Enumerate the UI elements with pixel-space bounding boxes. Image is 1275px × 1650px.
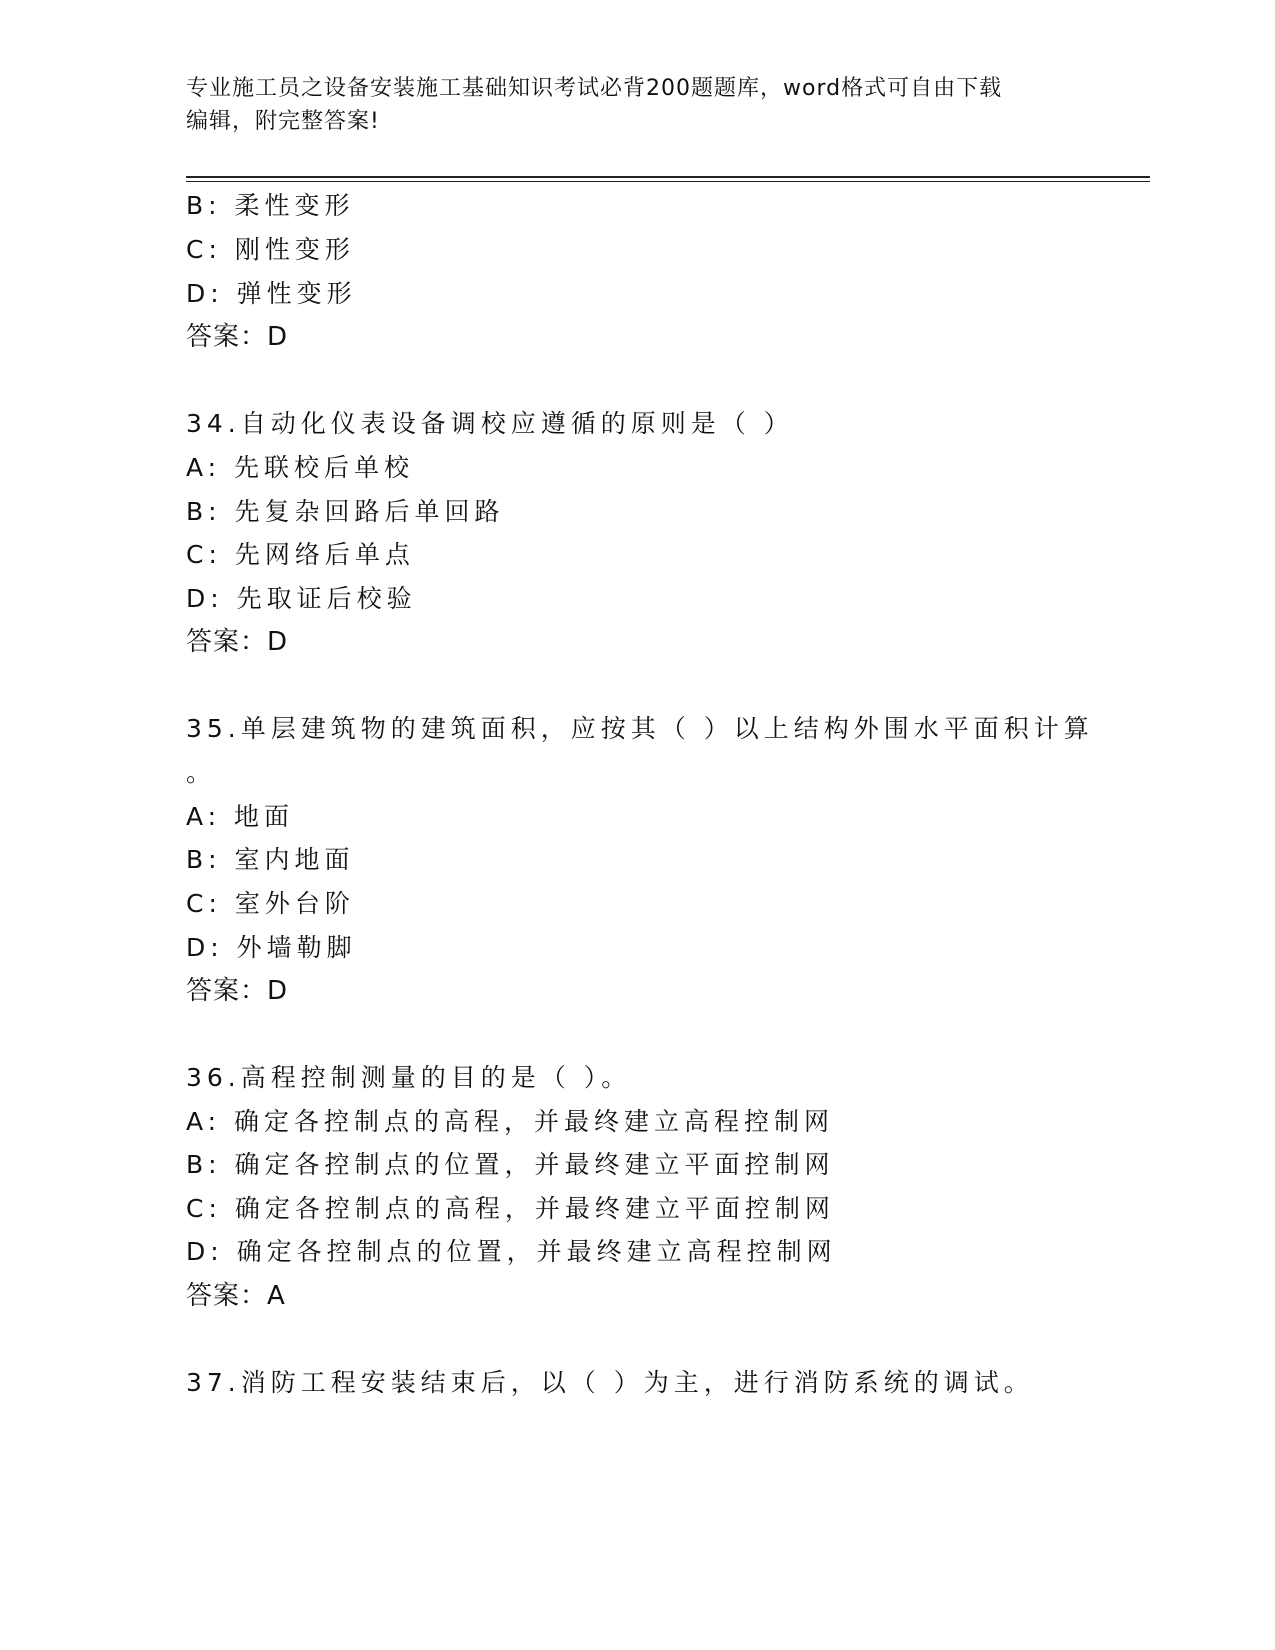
q37-question: 37.消防工程安装结束后，以（ ）为主，进行消防系统的调试。 xyxy=(186,1368,1034,1397)
q33-option-b: B: 柔性变形 xyxy=(186,191,355,220)
header-title-line-1: 专业施工员之设备安装施工基础知识考试必背200题题库，word格式可自由下载 xyxy=(186,76,1003,101)
q36-option-b: B: 确定各控制点的位置，并最终建立平面控制网 xyxy=(186,1150,835,1179)
q35-question-continuation: 。 xyxy=(186,758,217,787)
q36-option-a: A: 确定各控制点的高程，并最终建立高程控制网 xyxy=(186,1107,835,1136)
q33-answer: 答案：D xyxy=(186,322,289,352)
header-divider-top xyxy=(186,176,1150,178)
q34-question: 34.自动化仪表设备调校应遵循的原则是（ ） xyxy=(186,409,794,438)
q35-option-c: C: 室外台阶 xyxy=(186,889,355,918)
q36-option-c: C: 确定各控制点的高程，并最终建立平面控制网 xyxy=(186,1194,835,1223)
document-header xyxy=(186,72,1086,138)
q34-option-d: D: 先取证后校验 xyxy=(186,584,417,613)
header-title-line-2: 编辑，附完整答案! xyxy=(186,109,380,134)
q34-option-c: C: 先网络后单点 xyxy=(186,540,415,569)
header-divider-bottom xyxy=(186,181,1150,182)
q35-option-b: B: 室内地面 xyxy=(186,845,355,874)
q33-option-d: D: 弹性变形 xyxy=(186,279,357,308)
q33-option-c: C: 刚性变形 xyxy=(186,235,355,264)
q34-option-b: B: 先复杂回路后单回路 xyxy=(186,497,505,526)
q36-question: 36.高程控制测量的目的是（ ）。 xyxy=(186,1063,632,1092)
q34-option-a: A: 先联校后单校 xyxy=(186,453,415,482)
q35-option-d: D: 外墙勒脚 xyxy=(186,933,357,962)
q35-answer: 答案：D xyxy=(186,976,289,1006)
q36-option-d: D: 确定各控制点的位置，并最终建立高程控制网 xyxy=(186,1237,837,1266)
q34-answer: 答案：D xyxy=(186,627,289,657)
q35-option-a: A: 地面 xyxy=(186,802,295,831)
q36-answer: 答案：A xyxy=(186,1281,286,1311)
q35-question: 35.单层建筑物的建筑面积，应按其（ ）以上结构外围水平面积计算 xyxy=(186,714,1094,743)
